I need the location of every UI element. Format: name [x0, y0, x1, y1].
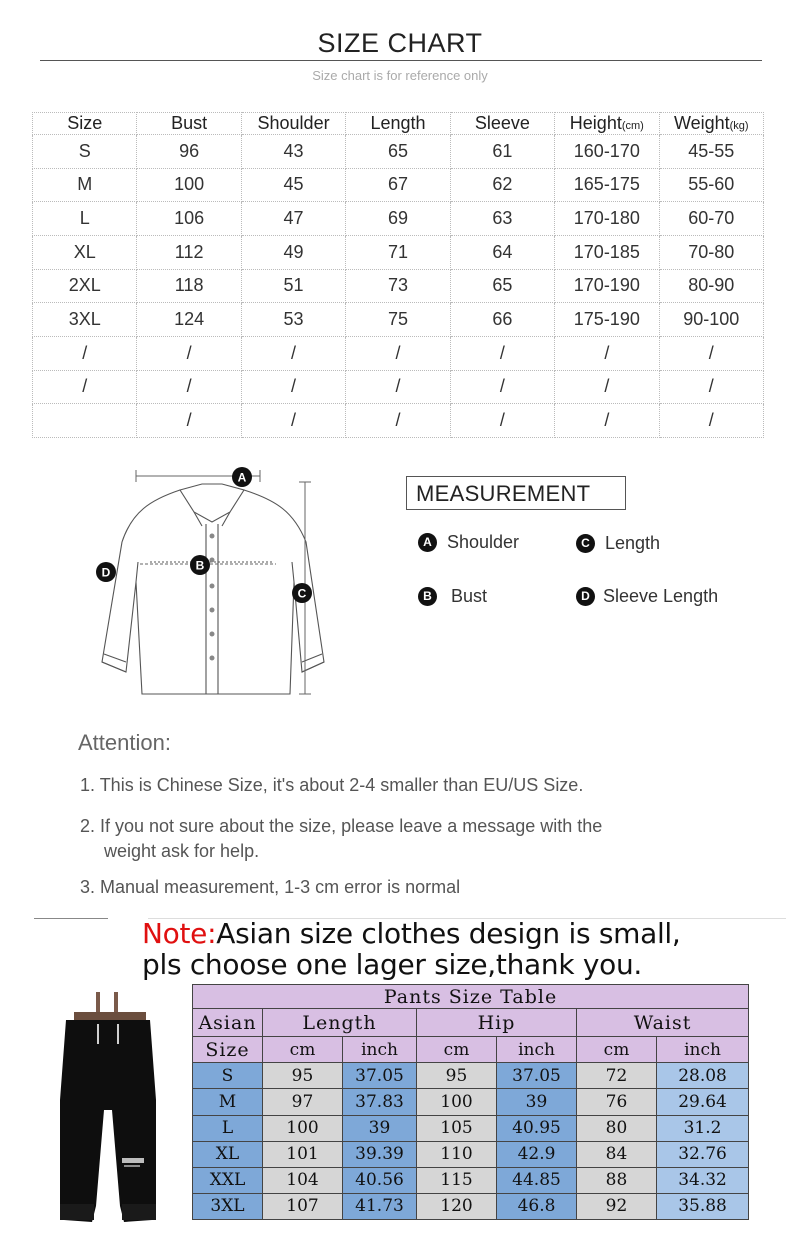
- table-cell: 88: [577, 1167, 657, 1193]
- pants-size-label: M: [193, 1089, 263, 1115]
- table-cell: 45: [241, 168, 345, 202]
- badge-a-icon: A: [418, 533, 437, 552]
- table-cell: 175-190: [555, 303, 659, 337]
- size-table-header-row: [33, 113, 764, 135]
- table-cell: 115: [417, 1167, 497, 1193]
- table-cell: 105: [417, 1115, 497, 1141]
- table-row: [33, 269, 764, 303]
- table-cell: 42.9: [497, 1141, 577, 1167]
- pants-unit-waist-inch: inch: [657, 1037, 749, 1063]
- table-cell: 37.05: [343, 1063, 417, 1089]
- pants-unit-length-inch: inch: [343, 1037, 417, 1063]
- table-row: [33, 202, 764, 236]
- table-cell: 100: [417, 1089, 497, 1115]
- pants-header-length: Length: [263, 1009, 417, 1037]
- pants-header-size: Size: [193, 1037, 263, 1063]
- table-cell: 90-100: [659, 303, 763, 337]
- table-cell: 66: [450, 303, 554, 337]
- diagram-letter-b: B: [195, 558, 205, 573]
- table-cell: 37.05: [497, 1063, 577, 1089]
- table-cell: 84: [577, 1141, 657, 1167]
- asian-size-note: [142, 918, 681, 980]
- table-cell: 41.73: [343, 1193, 417, 1219]
- table-cell: 112: [137, 235, 241, 269]
- table-cell: /: [137, 370, 241, 404]
- table-cell: 62: [450, 168, 554, 202]
- table-cell: /: [241, 336, 345, 370]
- table-cell: 107: [263, 1193, 343, 1219]
- table-cell: 95: [263, 1063, 343, 1089]
- table-cell: 92: [577, 1193, 657, 1219]
- table-cell: 80: [577, 1115, 657, 1141]
- table-cell: 60-70: [659, 202, 763, 236]
- note-prefix: Note:: [142, 917, 217, 950]
- table-cell: /: [450, 336, 554, 370]
- table-cell: M: [33, 168, 137, 202]
- table-cell: 69: [346, 202, 450, 236]
- table-cell: 100: [263, 1115, 343, 1141]
- legend-length: [576, 533, 660, 554]
- header-weight: Weight(kg): [659, 113, 763, 135]
- pants-size-label: L: [193, 1115, 263, 1141]
- table-cell: 51: [241, 269, 345, 303]
- table-cell: 71: [346, 235, 450, 269]
- table-cell: 96: [137, 135, 241, 169]
- table-cell: /: [450, 404, 554, 438]
- table-cell: 40.95: [497, 1115, 577, 1141]
- table-cell: S: [33, 135, 137, 169]
- note-line-2: pls choose one lager size,thank you.: [142, 948, 642, 981]
- table-cell: 67: [346, 168, 450, 202]
- table-cell: /: [659, 336, 763, 370]
- table-cell: 31.2: [657, 1115, 749, 1141]
- table-cell: /: [137, 404, 241, 438]
- table-row: [193, 1193, 749, 1219]
- table-cell: 55-60: [659, 168, 763, 202]
- table-cell: 104: [263, 1167, 343, 1193]
- table-cell: 49: [241, 235, 345, 269]
- table-cell: /: [241, 404, 345, 438]
- table-row: [33, 235, 764, 269]
- table-cell: 165-175: [555, 168, 659, 202]
- badge-b-icon: B: [418, 587, 437, 606]
- diagram-letter-a: A: [237, 470, 247, 485]
- table-cell: 45-55: [659, 135, 763, 169]
- shirt-diagram: [80, 462, 340, 702]
- legend-bust: [418, 586, 487, 607]
- page-title: SIZE CHART: [317, 28, 483, 58]
- table-cell: 70-80: [659, 235, 763, 269]
- pants-unit-hip-inch: inch: [497, 1037, 577, 1063]
- table-cell: 29.64: [657, 1089, 749, 1115]
- table-cell: 40.56: [343, 1167, 417, 1193]
- table-cell: 170-190: [555, 269, 659, 303]
- table-cell: 46.8: [497, 1193, 577, 1219]
- legend-label-bust: Bust: [451, 586, 488, 606]
- table-cell: /: [241, 370, 345, 404]
- diagram-letter-c: C: [297, 586, 307, 601]
- legend-label-length: Length: [605, 533, 661, 553]
- table-cell: 76: [577, 1089, 657, 1115]
- table-cell: 75: [346, 303, 450, 337]
- badge-c-icon: C: [576, 534, 595, 553]
- table-cell: /: [137, 336, 241, 370]
- legend-label-shoulder: Shoulder: [447, 532, 520, 552]
- legend-label-sleeve-length: Sleeve Length: [603, 586, 719, 606]
- table-cell: 80-90: [659, 269, 763, 303]
- table-cell: 73: [346, 269, 450, 303]
- pants-table-title: Pants Size Table: [193, 985, 749, 1009]
- header-length: Length: [346, 113, 450, 135]
- table-cell: 160-170: [555, 135, 659, 169]
- table-cell: /: [33, 336, 137, 370]
- table-cell: /: [33, 370, 137, 404]
- table-row: [193, 1063, 749, 1089]
- table-cell: 97: [263, 1089, 343, 1115]
- attention-note-3: 3. Manual measurement, 1-3 cm error is normal: [80, 877, 461, 897]
- badge-d-icon: D: [576, 587, 595, 606]
- table-cell: 170-180: [555, 202, 659, 236]
- table-cell: 100: [137, 168, 241, 202]
- table-cell: 118: [137, 269, 241, 303]
- pants-size-label: 3XL: [193, 1193, 263, 1219]
- table-cell: [33, 404, 137, 438]
- table-cell: /: [346, 370, 450, 404]
- table-cell: 28.08: [657, 1063, 749, 1089]
- table-cell: 170-185: [555, 235, 659, 269]
- table-cell: XL: [33, 235, 137, 269]
- pants-unit-length-cm: cm: [263, 1037, 343, 1063]
- pants-unit-waist-cm: cm: [577, 1037, 657, 1063]
- table-cell: 35.88: [657, 1193, 749, 1219]
- table-cell: /: [659, 370, 763, 404]
- table-row: [33, 303, 764, 337]
- table-cell: 44.85: [497, 1167, 577, 1193]
- table-row: [33, 404, 764, 438]
- table-cell: 53: [241, 303, 345, 337]
- measurement-title: MEASUREMENT: [406, 476, 626, 510]
- pants-header-hip: Hip: [417, 1009, 577, 1037]
- table-cell: 34.32: [657, 1167, 749, 1193]
- attention-note-2-continued: weight ask for help.: [104, 841, 260, 861]
- table-cell: 72: [577, 1063, 657, 1089]
- size-chart-table: [32, 112, 764, 438]
- title-divider: [40, 60, 762, 61]
- table-cell: 101: [263, 1141, 343, 1167]
- table-cell: 120: [417, 1193, 497, 1219]
- table-cell: 95: [417, 1063, 497, 1089]
- table-cell: 64: [450, 235, 554, 269]
- attention-title: Attention:: [78, 730, 171, 755]
- table-cell: 39: [497, 1089, 577, 1115]
- pants-size-label: XXL: [193, 1167, 263, 1193]
- table-row: [33, 168, 764, 202]
- table-cell: 106: [137, 202, 241, 236]
- pants-size-label: S: [193, 1063, 263, 1089]
- table-cell: 39.39: [343, 1141, 417, 1167]
- header-sleeve: Sleeve: [450, 113, 554, 135]
- table-cell: L: [33, 202, 137, 236]
- pants-size-table: [192, 984, 749, 1220]
- table-cell: 47: [241, 202, 345, 236]
- table-cell: /: [346, 336, 450, 370]
- header-bust: Bust: [137, 113, 241, 135]
- table-row: [193, 1141, 749, 1167]
- table-cell: 65: [450, 269, 554, 303]
- table-cell: 61: [450, 135, 554, 169]
- table-row: [33, 135, 764, 169]
- table-cell: 32.76: [657, 1141, 749, 1167]
- header-size: Size: [33, 113, 137, 135]
- legend-sleeve-length: [576, 586, 718, 607]
- note-line-1: Asian size clothes design is small,: [216, 917, 681, 950]
- table-row: [33, 370, 764, 404]
- pants-unit-hip-cm: cm: [417, 1037, 497, 1063]
- header-height: Height(cm): [555, 113, 659, 135]
- attention-note-1: 1. This is Chinese Size, it's about 2-4 smaller than EU/US Size.: [80, 775, 584, 795]
- table-cell: 2XL: [33, 269, 137, 303]
- pants-header-waist: Waist: [577, 1009, 749, 1037]
- table-cell: 110: [417, 1141, 497, 1167]
- legend-shoulder: [418, 532, 519, 553]
- table-row: [33, 336, 764, 370]
- pants-header-asian: Asian: [193, 1009, 263, 1037]
- table-cell: /: [659, 404, 763, 438]
- page-subtitle: Size chart is for reference only: [312, 68, 488, 83]
- attention-note-2: 2. If you not sure about the size, please leave a message with the: [80, 816, 603, 836]
- table-cell: /: [555, 336, 659, 370]
- table-cell: 39: [343, 1115, 417, 1141]
- header-shoulder: Shoulder: [241, 113, 345, 135]
- table-row: [193, 1115, 749, 1141]
- table-cell: 37.83: [343, 1089, 417, 1115]
- table-cell: 124: [137, 303, 241, 337]
- diagram-letter-d: D: [101, 565, 111, 580]
- pants-product-image: [52, 990, 164, 1226]
- table-cell: 63: [450, 202, 554, 236]
- section-divider: [34, 918, 108, 919]
- table-cell: 65: [346, 135, 450, 169]
- table-cell: /: [346, 404, 450, 438]
- table-cell: /: [555, 404, 659, 438]
- table-row: [193, 1089, 749, 1115]
- table-cell: /: [555, 370, 659, 404]
- table-cell: 43: [241, 135, 345, 169]
- table-cell: 3XL: [33, 303, 137, 337]
- pants-size-label: XL: [193, 1141, 263, 1167]
- table-row: [193, 1167, 749, 1193]
- table-cell: /: [450, 370, 554, 404]
